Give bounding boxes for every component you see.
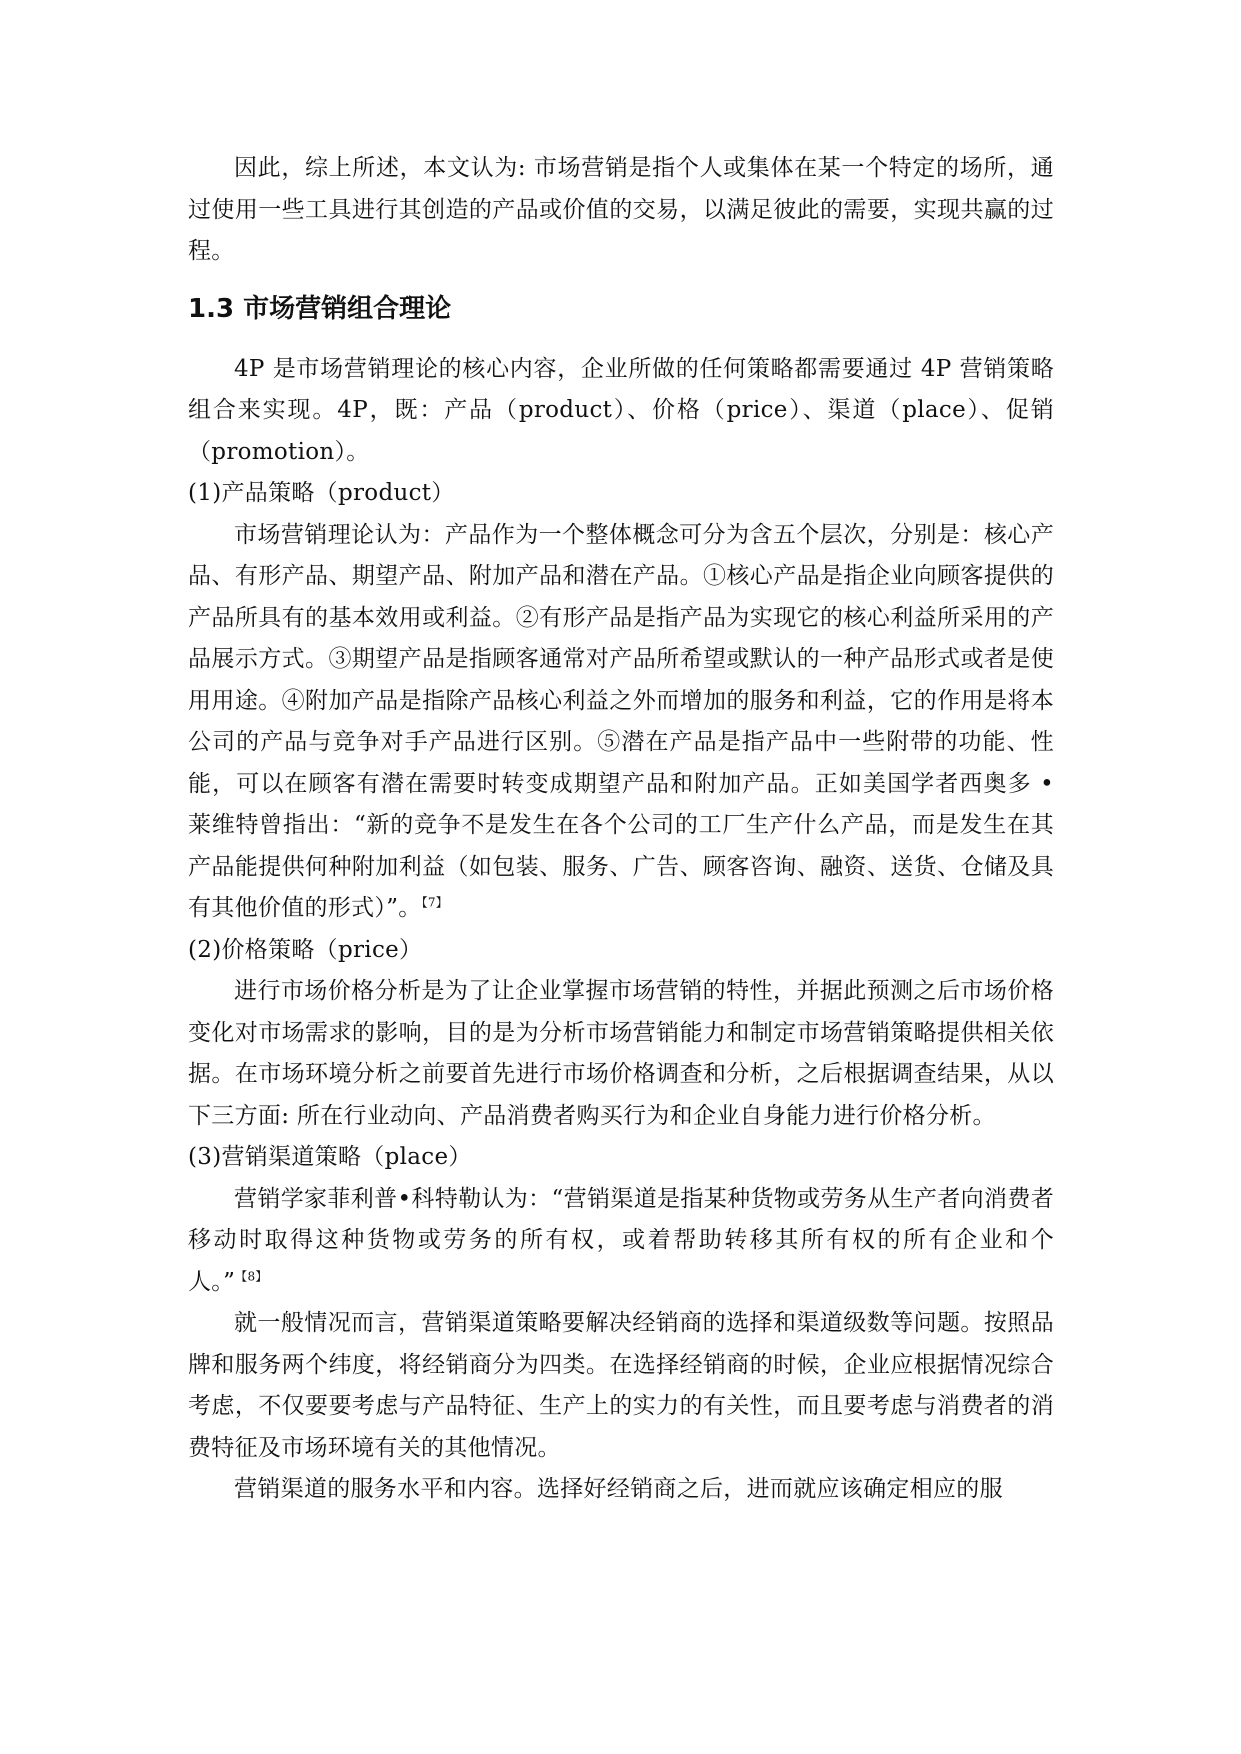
- paragraph-product-text: 市场营销理论认为：产品作为一个整体概念可分为含五个层次，分别是：核心产品、有形产品、期望产品、附加产品和潜在产品。①核心产品是指企业向顾客提供的产品所具有的基本效用或利益。②有形产品是指产品为实现它的核心利益所采用的产品展示方式。③期望产品是指顾客通常对产品所希望或默认的一种产品形式或者是使用用途。④附加产品是指除产品核心利益之外而增加的服务和利益，它的作用是将本公司的产品与竞争对手产品进行区别。⑤潜在产品是指产品中一些附带的功能、性能，可以在顾客有潜在需要时转变成期望产品和附加产品。正如美国学者西奥多 • 莱维特曾指出：“新的竞争不是发生在各个公司的工厂生产什么产品，而是发生在其产品能提供何种附加利益（如包装、服务、广告、顾客咨询、融资、送货、仓储及具有其他价值的形式）”。: [188, 521, 1054, 921]
- paragraph-product: [188, 515, 1054, 930]
- paragraph-4p-intro: 4P 是市场营销理论的核心内容，企业所做的任何策略都需要通过 4P 营销策略组合来实现。4P，既：产品（product）、价格（price）、渠道（place）、促销（promotion）。: [188, 355, 1054, 465]
- paragraph-channel-service: 营销渠道的服务水平和内容。选择好经销商之后，进而就应该确定相应的服: [234, 1476, 1003, 1502]
- paragraph-place-definition: [188, 1179, 1054, 1304]
- subheading-price: (2)价格策略（price）: [188, 936, 423, 963]
- paragraph-place-definition-text: 营销学家菲利普•科特勒认为：“营销渠道是指某种货物或劳务从生产者向消费者移动时取得这种货物或劳务的所有权，或着帮助转移其所有权的所有企业和个人。”: [188, 1185, 1054, 1295]
- paragraph-price: 进行市场价格分析是为了让企业掌握市场营销的特性，并据此预测之后市场价格变化对市场需求的影响，目的是为分析市场营销能力和制定市场营销策略提供相关依据。在市场环境分析之前要首先进行市场价格调查和分析，之后根据调查结果，从以下三方面: 所在行业动向、产品消费者购买行为和企业自身能力进行价格分析。: [188, 978, 1054, 1129]
- citation-8: 【8】: [235, 1268, 268, 1283]
- subheading-place: (3)营销渠道策略（place）: [188, 1144, 472, 1170]
- section-heading: 1.3 市场营销组合理论: [188, 293, 452, 324]
- citation-7: 【7】: [421, 895, 449, 910]
- paragraph-conclusion: 因此，综上所述，本文认为: 市场营销是指个人或集体在某一个特定的场所，通过使用一些工具进行其创造的产品或价值的交易，以满足彼此的需要，实现共赢的过程。: [188, 155, 1054, 264]
- subheading-product: (1)产品策略（product）: [188, 480, 455, 506]
- document-page: [188, 148, 1054, 1511]
- paragraph-distributors: 就一般情况而言，营销渠道策略要解决经销商的选择和渠道级数等问题。按照品牌和服务两个纬度，将经销商分为四类。在选择经销商的时候，企业应根据情况综合考虑，不仅要要考虑与产品特征、生产上的实力的有关性，而且要考虑与消费者的消费特征及市场环境有关的其他情况。: [188, 1310, 1054, 1461]
